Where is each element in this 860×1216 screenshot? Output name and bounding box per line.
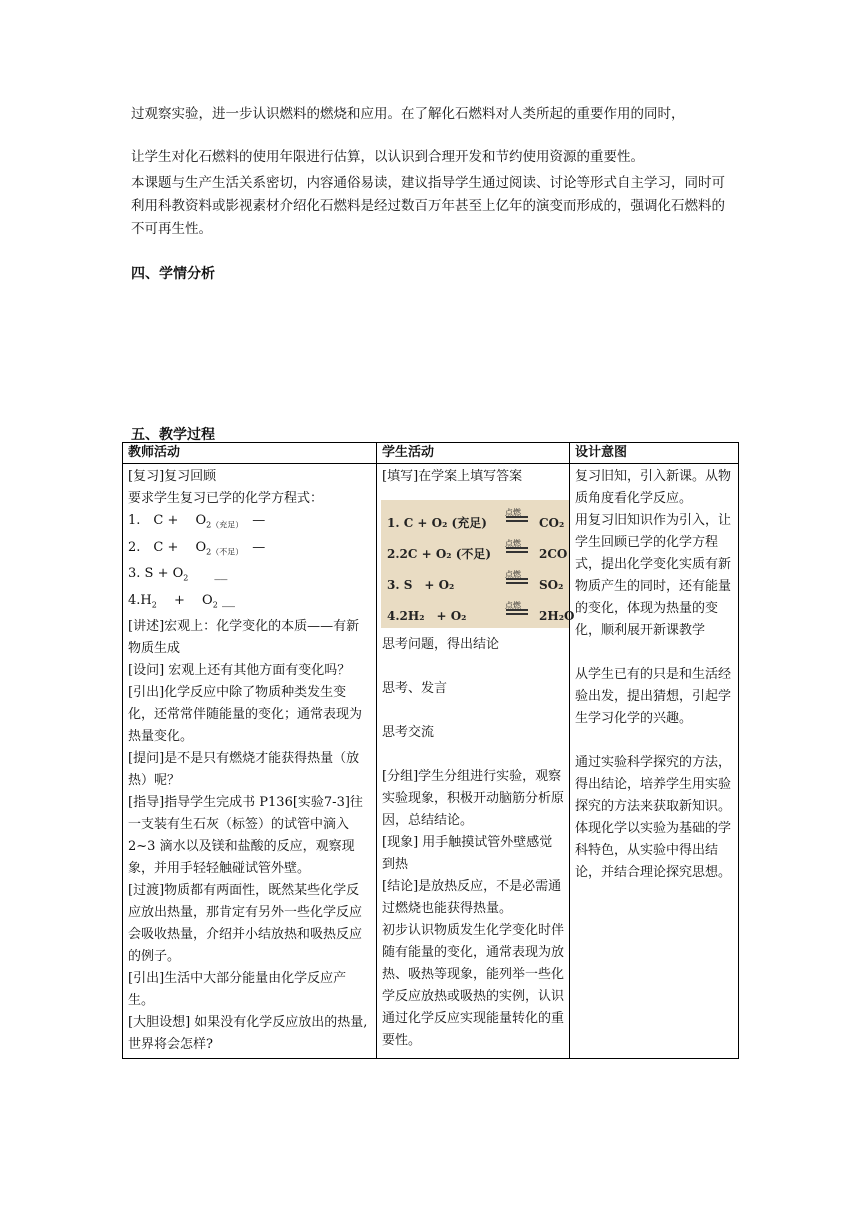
- student-activity-cell: [377, 464, 575, 1059]
- teacher-item: [过渡]物质都有两面性，既然某些化学反应放出热量，那肯定有另外一些化学反应会吸收热量，介绍并小结放热和吸热反应的例子。: [128, 883, 363, 965]
- header-teacher-activity: 教师活动: [123, 443, 377, 464]
- teacher-item: [指导]指导学生完成书 P136[实验7-3]往一支装有生石灰（标签）的试管中滴入 2~3 滴水以及镁和盐酸的反应，观察现象，并用手轻轻触碰试管外壁。: [128, 795, 363, 877]
- intent-item: 从学生已有的只是和生活经验出发，提出猜想，引起学生学习化学的兴趣。: [575, 667, 732, 726]
- teacher-item: [引出]生活中大部分能量由化学反应产生。: [128, 971, 347, 1009]
- intent-item: 复习旧知，引入新课。从物质角度看化学反应。: [575, 469, 732, 506]
- equation-image-row: 2.2C + O₂ (不足) 点燃 2CO: [387, 539, 568, 561]
- equation-line-1: 1. C + $O_{2(充足)}$ —: [128, 513, 266, 530]
- teacher-item: 要求学生复习已学的化学方程式：: [128, 491, 324, 506]
- teacher-item: [设问] 宏观上还有其他方面有变化吗？: [128, 663, 351, 679]
- equation-image-row: 3. S + O₂ 点燃 SO₂: [387, 570, 564, 592]
- equation-image-row: 1. C + O₂ (充足) 点燃 CO₂: [387, 508, 565, 530]
- equation-line-3: 3. $S + O_2$ __: [128, 566, 228, 583]
- header-design-intent: 设计意图: [570, 443, 739, 464]
- intro-paragraph-2: 让学生对化石燃料的使用年限进行估算，以认识到合理开发和节约使用资源的重要性。: [131, 149, 644, 165]
- teacher-item: [引出]化学反应中除了物质种类发生变化，还常常伴随能量的变化；通常表现为热量变化。: [128, 685, 363, 745]
- student-item: [填写]在学案上填写答案: [382, 469, 523, 484]
- student-item: [现象] 用手触摸试管外壁感觉到热: [382, 835, 553, 872]
- intent-item: 通过实验科学探究的方法，得出结论，培养学生用实验探究的方法来获取新知识。体现化学以实验为基础的学科特色，从实验中得出结论，并结合理论探究思想。: [575, 755, 732, 880]
- student-item: [分组]学生分组进行实验，观察实验现象，积极开动脑筋分析原因，总结结论。: [382, 769, 565, 828]
- equation-line-2: 2. C + $O_{2(不足)}$ —: [128, 539, 266, 557]
- intro-paragraph-3: 本课题与生产生活关系密切，内容通俗易读，建议指导学生通过阅读、讨论等形式自主学习，同时可利用科教资料或影视素材介绍化石燃料是经过数百万年甚至上亿年的演变而形成的，强调化石燃料的不可再生性。: [131, 175, 725, 237]
- design-intent-cell: [570, 464, 739, 1059]
- teacher-item: [大胆设想] 如果没有化学反应放出的热量,世界将会怎样?: [128, 1015, 368, 1053]
- student-item: [结论]是放热反应，不是必需通过燃烧也能获得热量。: [382, 879, 562, 916]
- teacher-item: [讲述]宏观上：化学变化的本质——有新物质生成: [128, 619, 360, 657]
- student-item: 初步认识物质发生化学变化时伴随有能量的变化，通常表现为放热、吸热等现象，能列举一些化学反应放热或吸热的实例，认识通过化学反应实现能量转化的重要性。: [382, 923, 565, 1048]
- heading-learning-analysis: 四、学情分析: [131, 266, 215, 282]
- intent-item: 用复习旧知识作为引入，让学生回顾已学的化学方程式，提出化学变化实质有新物质产生的同时，还有能量的变化，体现为热量的变化，顺利展开新课教学: [575, 513, 732, 638]
- teaching-process-table: [122, 442, 739, 1059]
- heading-teaching-process: 五、教学过程: [131, 427, 215, 443]
- teacher-item: [提问]是不是只有燃烧才能获得热量（放热）呢？: [128, 751, 360, 789]
- student-item: 思考、发言: [382, 681, 448, 696]
- intro-paragraph-1: 过观察实验，进一步认识燃料的燃烧和应用。在了解化石燃料对人类所起的重要作用的同时，: [131, 106, 685, 122]
- header-student-activity: 学生活动: [377, 443, 570, 464]
- table-row: [123, 464, 739, 1059]
- student-item: 思考交流: [382, 725, 435, 740]
- equation-image-row: 4.2H₂ + O₂ 点燃 2H₂O: [387, 601, 575, 623]
- student-item: 思考问题，得出结论: [382, 637, 500, 652]
- equations-image: [381, 500, 575, 628]
- teacher-activity-cell: [123, 464, 377, 1059]
- table-header-row: [123, 443, 739, 464]
- teacher-item: [复习]复习回顾: [128, 469, 217, 484]
- equation-line-4: $4.H_2$ + $O_2$ __: [128, 592, 235, 610]
